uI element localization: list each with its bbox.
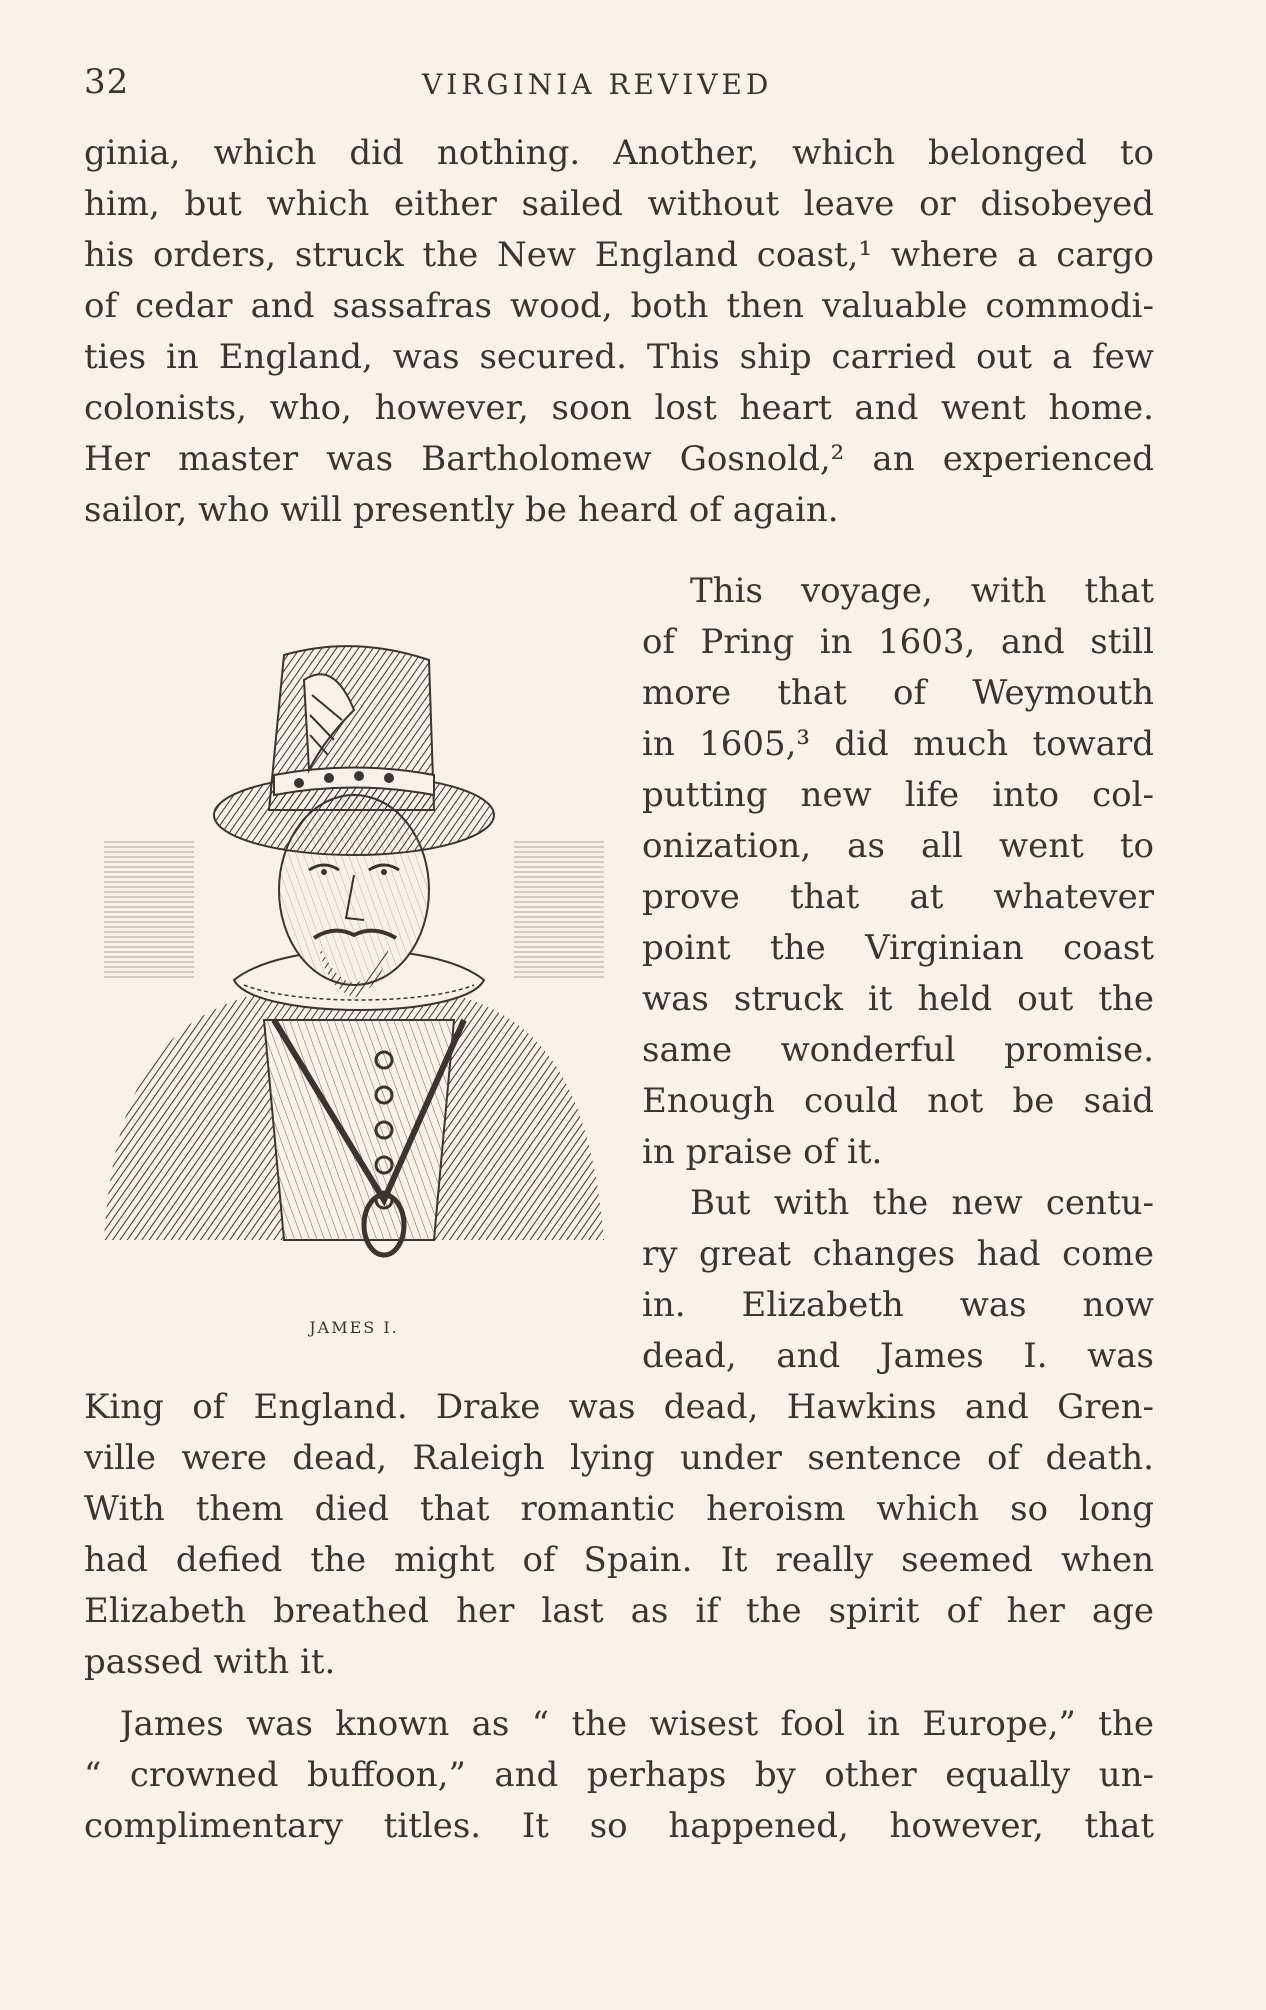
text-line: of Pring in 1603, and still bbox=[642, 622, 1154, 662]
text-line: ry great changes had come bbox=[642, 1234, 1154, 1274]
running-title: VIRGINIA REVIVED bbox=[422, 68, 773, 101]
text-line: James was known as “ the wisest fool in Europe,” the bbox=[120, 1704, 1154, 1744]
text-line: Elizabeth breathed her last as if the spirit of her age bbox=[84, 1591, 1154, 1631]
text-line: of cedar and sassafras wood, both then valuable commodi- bbox=[84, 286, 1154, 326]
text-line: ville were dead, Raleigh lying under sentence of death. bbox=[84, 1438, 1154, 1478]
text-line: had defied the might of Spain. It really seemed when bbox=[84, 1540, 1154, 1580]
portrait-figure bbox=[84, 600, 624, 1337]
text-line: King of England. Drake was dead, Hawkins and Gren- bbox=[84, 1387, 1154, 1427]
text-line: ties in England, was secured. This ship carried out a few bbox=[84, 337, 1154, 377]
text-line: him, but which either sailed without leave or disobeyed bbox=[84, 184, 1154, 224]
text-line: in. Elizabeth was now bbox=[642, 1285, 1154, 1325]
text-line: complimentary titles. It so happened, however, that bbox=[84, 1806, 1154, 1846]
text-line: was struck it held out the bbox=[642, 979, 1154, 1019]
text-line: prove that at whatever bbox=[642, 877, 1154, 917]
text-line: But with the new centu- bbox=[690, 1183, 1154, 1223]
text-line: putting new life into col- bbox=[642, 775, 1154, 815]
text-line: point the Virginian coast bbox=[642, 928, 1154, 968]
text-line: With them died that romantic heroism which so long bbox=[84, 1489, 1154, 1529]
james-i-portrait-engraving bbox=[84, 600, 624, 1300]
text-line: in 1605,³ did much toward bbox=[642, 724, 1154, 764]
figure-caption: JAMES I. bbox=[309, 1318, 399, 1337]
text-line: colonists, who, however, soon lost heart and went home. bbox=[84, 388, 1154, 428]
text-line: same wonderful promise. bbox=[642, 1030, 1154, 1070]
text-line: Her master was Bartholomew Gosnold,² an experienced bbox=[84, 439, 1154, 479]
text-line: passed with it. bbox=[84, 1642, 336, 1682]
text-line: onization, as all went to bbox=[642, 826, 1154, 866]
text-line: his orders, struck the New England coast,¹ where a cargo bbox=[84, 235, 1154, 275]
text-line: dead, and James I. was bbox=[642, 1336, 1154, 1376]
page-header bbox=[84, 62, 1154, 112]
text-line: “ crowned buffoon,” and perhaps by other equally un- bbox=[84, 1755, 1154, 1795]
page-number: 32 bbox=[84, 62, 130, 102]
text-line: This voyage, with that bbox=[690, 571, 1154, 611]
text-line: sailor, who will presently be heard of again. bbox=[84, 490, 839, 530]
text-line: in praise of it. bbox=[642, 1132, 883, 1172]
text-line: ginia, which did nothing. Another, which belonged to bbox=[84, 133, 1154, 173]
text-line: more that of Weymouth bbox=[642, 673, 1154, 713]
text-line: Enough could not be said bbox=[642, 1081, 1154, 1121]
